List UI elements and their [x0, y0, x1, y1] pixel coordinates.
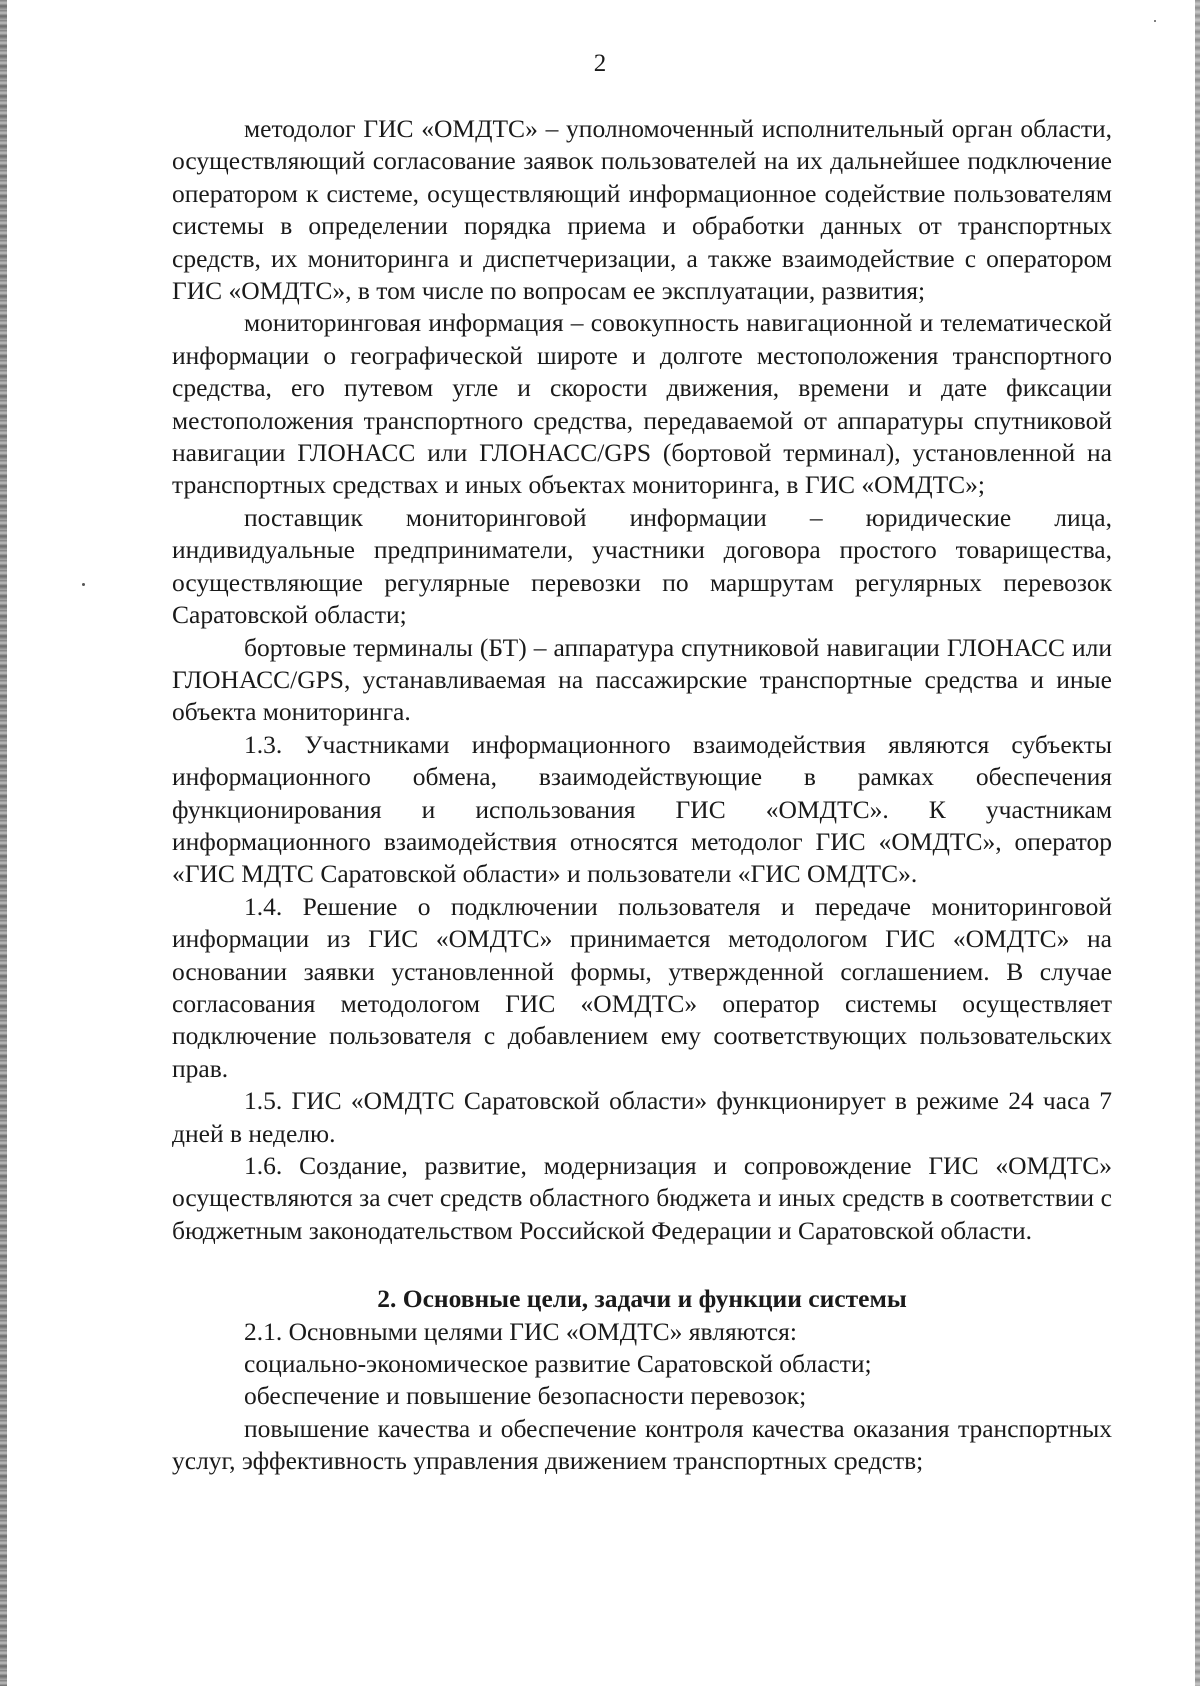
clause-1-4: 1.4. Решение о подключении пользователя и передаче мониторинговой информации из ГИС «ОМДТС» принимается методологом ГИС «ОМДТС» на основании заявки установленной формы, утвержденной соглашением. В случае согласования методологом ГИС «ОМДТС» оператор системы осуществляет подключение пользователя с добавлением ему соответствующих пользовательских прав.: [172, 891, 1112, 1083]
scan-speck: [1154, 20, 1156, 22]
page-number: 2: [593, 50, 607, 77]
definition-monitoring-info: мониторинговая информация – совокупность навигационной и телематической информации о географической широте и долготе местоположения транспортного средства, его путевом угле и скорости движения, времени и дате фиксации местоположения транспортного средства, передаваемой от аппаратуры спутниковой навигации ГЛОНАСС или ГЛОНАСС/GPS (бортовой терминал), установленной на транспортных средствах и иных объектах мониторинга, в ГИС «ОМДТС»;: [172, 308, 1112, 500]
definition-info-supplier: поставщик мониторинговой информации – юридические лица, индивидуальные предприниматели, участники договора простого товарищества, осуществляющие регулярные перевозки по маршрутам регулярных перевозок Саратовской области;: [172, 502, 1112, 630]
goal-socio-economic: социально-экономическое развитие Саратовской области;: [244, 1349, 872, 1379]
definition-onboard-terminals: бортовые терминалы (БТ) – аппаратура спутниковой навигации ГЛОНАСС или ГЛОНАСС/GPS, устанавливаемая на пассажирские транспортные средства и иные объекта мониторинга.: [172, 632, 1112, 727]
definition-methodologist: методолог ГИС «ОМДТС» – уполномоченный исполнительный орган области, осуществляющий согласование заявок пользователей на их дальнейшее подключение оператором к системе, осуществляющий информационное содействие пользователям системы в определении порядка приема и обработки данных от транспортных средств, их мониторинга и диспетчеризации, а также взаимодействие с оператором ГИС «ОМДТС», в том числе по вопросам ее эксплуатации, развития;: [172, 114, 1112, 306]
clause-2-1: 2.1. Основными целями ГИС «ОМДТС» являются:: [244, 1316, 797, 1346]
scan-speck: [82, 583, 85, 586]
document-body: [172, 113, 1112, 1478]
goal-safety: обеспечение и повышение безопасности перевозок;: [244, 1381, 807, 1411]
clause-1-6: 1.6. Создание, развитие, модернизация и сопровождение ГИС «ОМДТС» осуществляются за счет средств областного бюджета и иных средств в соответствии с бюджетным законодательством Российской Федерации и Саратовской области.: [172, 1151, 1112, 1245]
goal-service-quality: повышение качества и обеспечение контроля качества оказания транспортных услуг, эффективность управления движением транспортных средств;: [172, 1413, 1112, 1476]
section-2-heading: 2. Основные цели, задачи и функции системы: [377, 1284, 907, 1314]
scan-border-right: [1195, 0, 1200, 1686]
clause-1-5: 1.5. ГИС «ОМДТС Саратовской области» функционирует в режиме 24 часа 7 дней в неделю.: [172, 1086, 1112, 1148]
clause-1-3: 1.3. Участниками информационного взаимодействия являются субъекты информационного обмена, взаимодействующие в рамках обеспечения функционирования и использования ГИС «ОМДТС». К участникам информационного взаимодействия относятся методолог ГИС «ОМДТС», оператор «ГИС МДТС Саратовской области» и пользователи «ГИС ОМДТС».: [172, 729, 1112, 889]
scan-border-left: [0, 0, 7, 1686]
